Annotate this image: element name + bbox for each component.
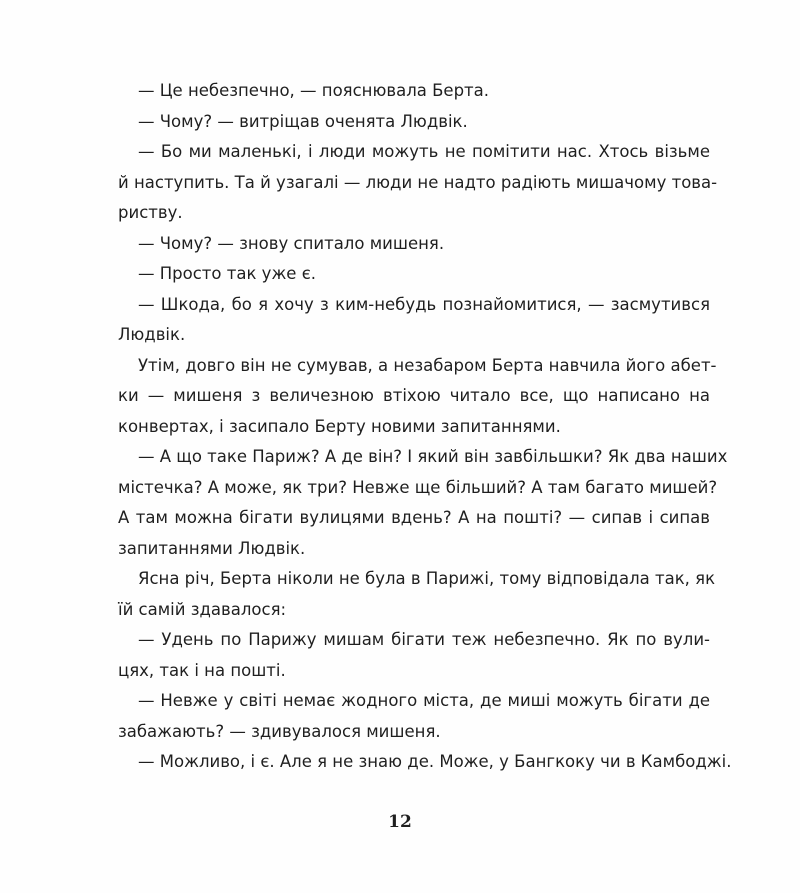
text-line: риству. (118, 203, 183, 222)
text-line: їй самій здавалося: (118, 599, 287, 619)
text-line: — Можливо, і є. Але я не знаю де. Може, у Бангкоку чи в Камбоджі. (138, 752, 732, 771)
text-line: містечка? А може, як три? Невже ще більший? А там багато мишей? (118, 477, 718, 497)
text-line: — Це небезпечно, — пояснювала Берта. (138, 81, 490, 100)
text-line: й наступить. Та й узагалі — люди не надто радіють мишачому това- (118, 172, 718, 192)
page-number: 12 (388, 812, 412, 832)
text-line: — Шкода, бо я хочу з ким-небудь познайомитися, — засмутився (138, 294, 710, 314)
text-line: конвертах, і засипало Берту новими запитаннями. (118, 416, 561, 436)
text-line: Утім, довго він не сумував, а незабаром Берта навчила його абет- (138, 355, 717, 375)
text-line: Людвік. (118, 325, 186, 344)
text-line: цях, так і на пошті. (118, 660, 286, 680)
text-line: Ясна річ, Берта ніколи не була в Парижі, тому відповідала так, як (138, 569, 716, 588)
text-line: — Чому? — витріщав оченята Людвік. (138, 111, 468, 131)
text-line: — А що таке Париж? А де він? І який він завбільшки? Як два наших (138, 447, 728, 466)
text-line: — Удень по Парижу мишам бігати теж небезпечно. Як по вули- (138, 630, 710, 649)
text-line: — Невже у світі немає жодного міста, де миші можуть бігати де (138, 691, 710, 710)
story-text (118, 76, 732, 778)
text-line: — Чому? — знову спитало мишеня. (138, 233, 445, 253)
text-line: — Просто так уже є. (138, 264, 317, 283)
text-line: А там можна бігати вулицями вдень? А на пошті? — сипав і сипав (118, 508, 710, 527)
text-line: запитаннями Людвік. (118, 538, 306, 558)
text-line: ки — мишеня з величезною втіхою читало все, що написано на (118, 386, 710, 405)
text-line: — Бо ми маленькі, і люди можуть не помітити нас. Хтось візьме (138, 142, 710, 161)
text-line: забажають? — здивувалося мишеня. (118, 721, 441, 741)
